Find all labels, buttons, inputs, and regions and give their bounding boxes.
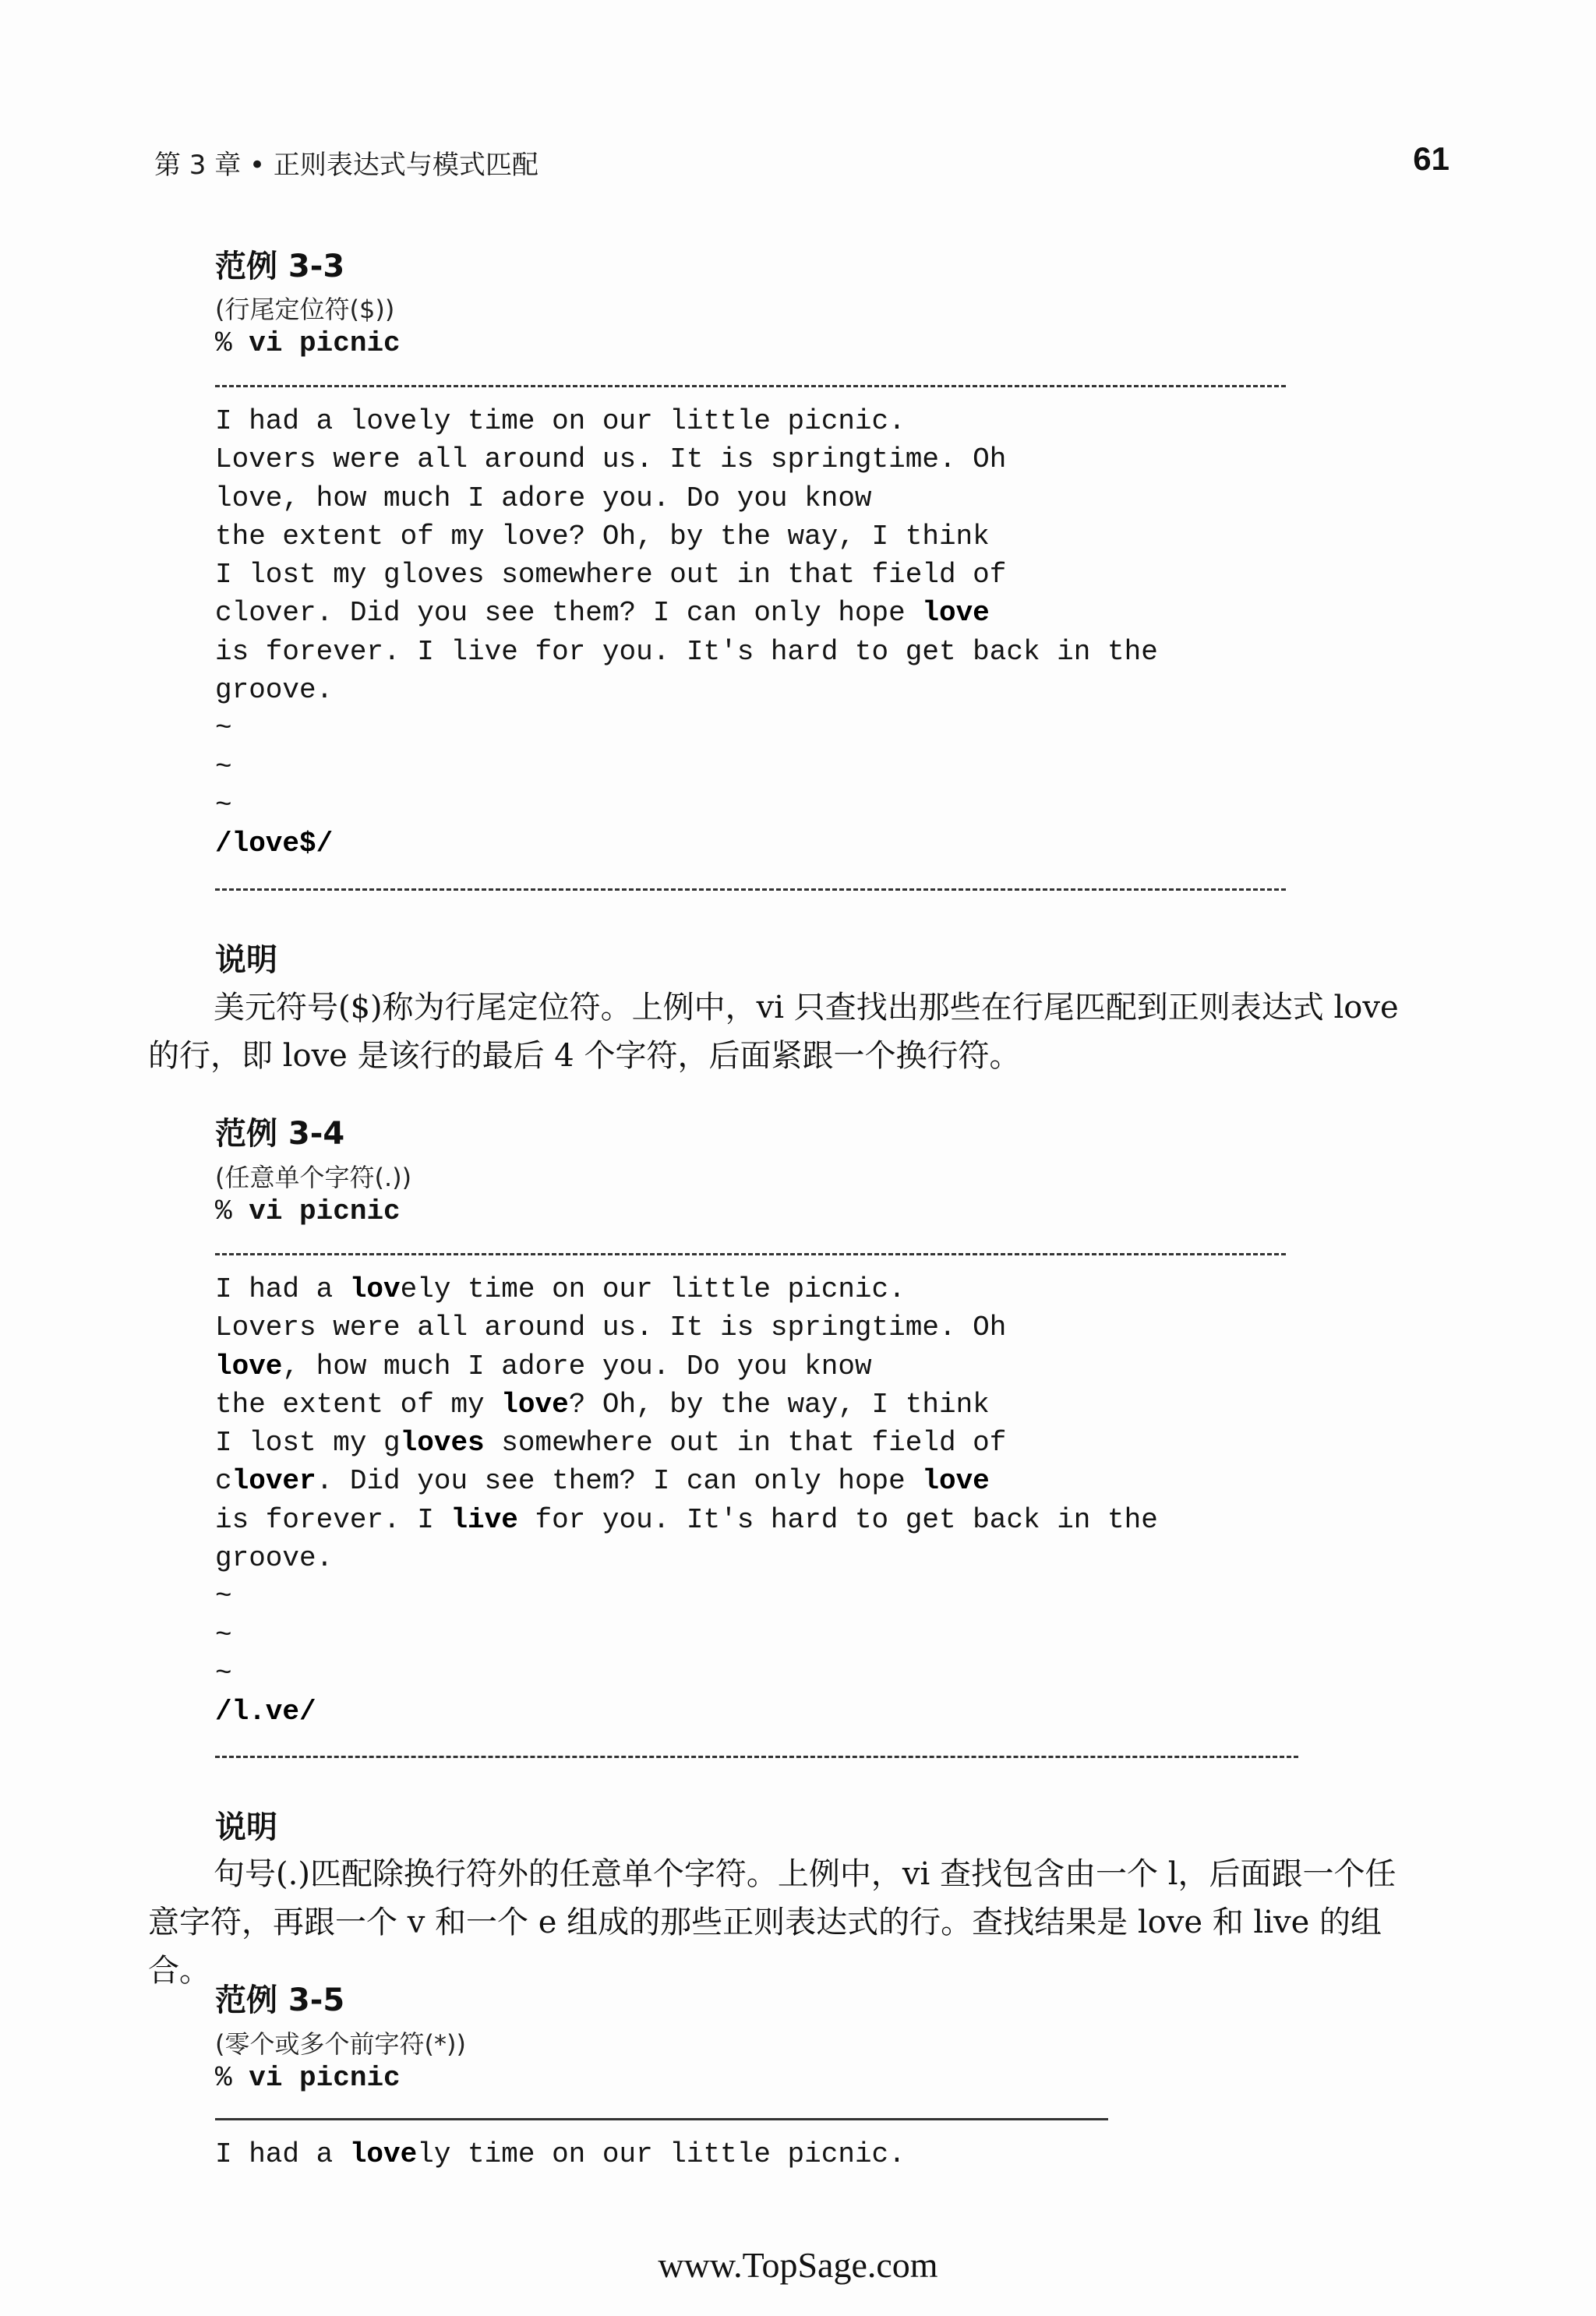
code-line xyxy=(215,1389,990,1421)
code-line xyxy=(215,597,990,629)
code-text: ? Oh, by the way, I think xyxy=(568,1388,990,1421)
match-highlight: lov xyxy=(349,1273,401,1305)
code-text: for you. It's hard to get back in the xyxy=(517,1503,1158,1536)
code-listing xyxy=(215,1270,1158,1732)
page-header xyxy=(154,140,1449,190)
code-line xyxy=(215,1504,1158,1536)
command-line xyxy=(215,2062,401,2094)
command-line xyxy=(215,327,401,359)
example-subtitle: (任意单个字符(.)) xyxy=(215,1163,412,1192)
code-line xyxy=(215,1427,1006,1459)
dashed-rule-bottom xyxy=(215,1756,1298,1758)
command-text: vi picnic xyxy=(249,2062,401,2094)
code-line xyxy=(215,1312,1006,1343)
page-number: 61 xyxy=(1413,140,1449,177)
code-line xyxy=(215,636,1158,668)
code-text: ~ xyxy=(215,750,232,783)
code-line xyxy=(215,443,1006,475)
command-prompt: % xyxy=(215,2062,249,2094)
match-highlight: love xyxy=(349,2138,418,2170)
dashed-rule-bottom xyxy=(215,888,1286,891)
code-text: love, how much I adore you. Do you know xyxy=(215,482,872,514)
example-title: 范例 3-3 xyxy=(215,249,345,284)
running-head: 第 3 章 • 正则表达式与模式匹配 xyxy=(154,150,538,181)
command-text: vi picnic xyxy=(249,1195,401,1227)
code-text: is forever. I live for you. It's hard to get back in the xyxy=(215,635,1158,668)
explanation-paragraph: 美元符号($)称为行尾定位符。上例中，vi 只查找出那些在行尾匹配到正则表达式 love 的行，即 love 是该行的最后 4 个字符，后面紧跟一个换行符。 xyxy=(148,990,1399,1074)
code-text: groove. xyxy=(215,674,334,707)
code-text: ely time on our little picnic. xyxy=(400,1273,906,1305)
code-line xyxy=(215,1350,872,1382)
match-highlight: love xyxy=(215,1350,283,1382)
code-text: is forever. I xyxy=(215,1503,451,1536)
code-text: I lost my g xyxy=(215,1427,401,1460)
code-text: I lost my gloves somewhere out in that field of xyxy=(215,559,1007,591)
footer-url: www.TopSage.com xyxy=(658,2245,938,2285)
example-title: 范例 3-5 xyxy=(215,1982,345,2018)
code-listing xyxy=(215,402,1158,863)
code-text: Lovers were all around us. It is springtime. Oh xyxy=(215,1312,1007,1344)
code-line xyxy=(215,1273,906,1305)
explanation-heading: 说明 xyxy=(215,942,277,978)
match-highlight: loves xyxy=(400,1427,485,1460)
dashed-rule-top xyxy=(215,385,1286,387)
code-line xyxy=(215,789,232,821)
code-text: ~ xyxy=(215,1657,232,1689)
code-text: Lovers were all around us. It is springtime. Oh xyxy=(215,443,1007,476)
command-text: vi picnic xyxy=(249,327,401,359)
match-highlight: love xyxy=(922,1465,990,1498)
match-highlight: lover xyxy=(231,1465,316,1498)
code-line xyxy=(215,521,990,553)
code-listing xyxy=(215,2135,906,2173)
match-highlight: /love$/ xyxy=(215,828,334,860)
code-line xyxy=(215,1542,333,1574)
match-highlight: love xyxy=(501,1388,569,1421)
match-highlight: /l.ve/ xyxy=(215,1696,316,1728)
command-line xyxy=(215,1195,401,1227)
code-line xyxy=(215,828,333,860)
code-text: ~ xyxy=(215,712,232,745)
rule-top xyxy=(215,2118,1108,2120)
code-text: I had a lovely time on our little picnic. xyxy=(215,405,906,437)
code-line xyxy=(215,674,333,706)
code-text: I had a xyxy=(215,2138,350,2170)
code-line xyxy=(215,751,232,783)
code-line xyxy=(215,712,232,744)
code-line xyxy=(215,482,872,514)
code-text: ly time on our little picnic. xyxy=(417,2138,906,2170)
code-text: I had a xyxy=(215,1273,350,1305)
example-subtitle: (行尾定位符($)) xyxy=(215,295,395,324)
code-line xyxy=(215,1619,232,1651)
code-text: , how much I adore you. Do you know xyxy=(282,1350,872,1382)
match-highlight: love xyxy=(922,597,990,630)
code-text: somewhere out in that field of xyxy=(484,1427,1007,1460)
dashed-rule-top xyxy=(215,1253,1286,1255)
code-text: ~ xyxy=(215,1619,232,1651)
explanation-heading: 说明 xyxy=(215,1809,277,1845)
code-text: groove. xyxy=(215,1542,334,1575)
code-text: the extent of my love? Oh, by the way, I think xyxy=(215,520,990,553)
example-subtitle: (零个或多个前字符(*)) xyxy=(215,2029,466,2059)
code-text: ~ xyxy=(215,1580,232,1613)
code-line xyxy=(215,1580,232,1612)
code-line xyxy=(215,2138,906,2170)
code-line xyxy=(215,405,906,437)
code-text: . Did you see them? I can only hope xyxy=(316,1465,923,1498)
code-line xyxy=(215,559,1006,591)
command-prompt: % xyxy=(215,327,249,359)
match-highlight: live xyxy=(450,1503,518,1536)
code-line xyxy=(215,1696,316,1728)
code-line xyxy=(215,1465,990,1497)
command-prompt: % xyxy=(215,1195,249,1227)
code-text: c xyxy=(215,1465,232,1498)
explanation-paragraph: 句号(.)匹配除换行符外的任意单个字符。上例中，vi 查找包含由一个 l，后面跟一个任意字符，再跟一个 v 和一个 e 组成的那些正则表达式的行。查找结果是 love 和 live 的组合。 xyxy=(148,1856,1396,1989)
code-text: the extent of my xyxy=(215,1388,502,1421)
code-text: clover. Did you see them? I can only hope xyxy=(215,597,923,630)
code-line xyxy=(215,1658,232,1689)
example-title: 范例 3-4 xyxy=(215,1116,345,1152)
code-text: ~ xyxy=(215,789,232,821)
